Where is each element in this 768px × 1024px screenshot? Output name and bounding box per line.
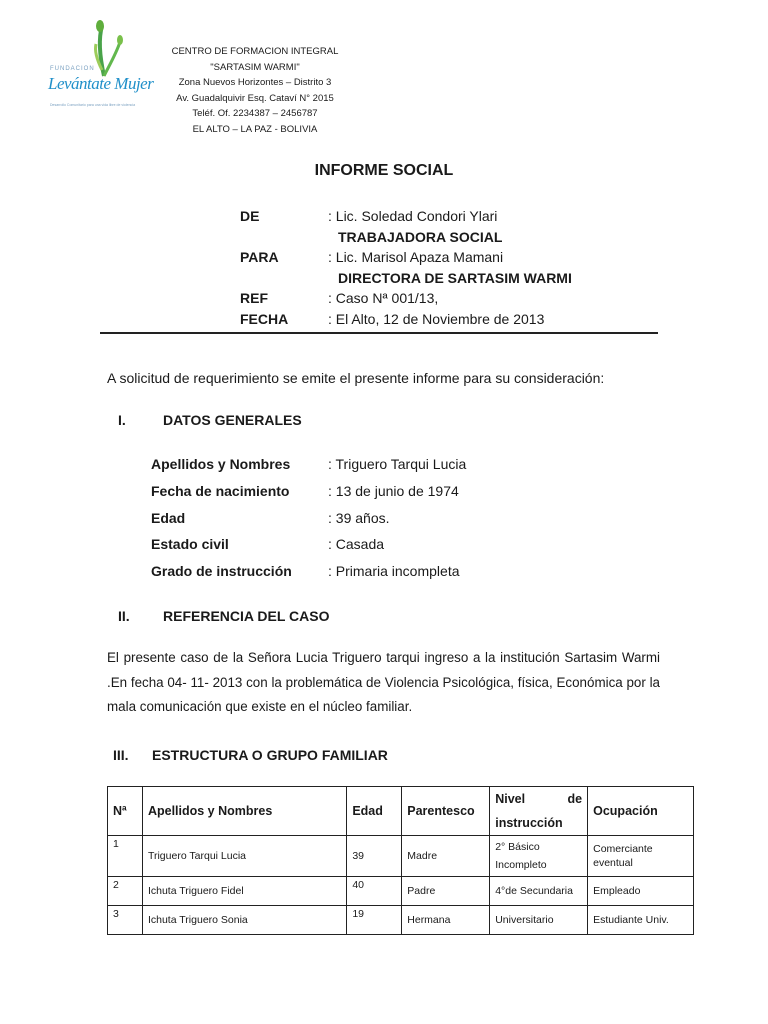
column-header: Parentesco (402, 787, 490, 836)
data-row (151, 505, 466, 532)
data-row (151, 558, 466, 585)
memo-row-de (240, 206, 572, 227)
table-cell: 2° Básico Incompleto (490, 836, 588, 877)
section-title: DATOS GENERALES (163, 412, 302, 428)
memo-header (240, 206, 572, 330)
data-label: Apellidos y Nombres (151, 456, 291, 472)
header-line: EL ALTO – LA PAZ - BOLIVIA (192, 123, 318, 135)
memo-value: : El Alto, 12 de Noviembre de 2013 (328, 310, 545, 327)
table-cell: 3 (108, 906, 143, 935)
memo-value: : Lic. Soledad Condori Ylari (328, 208, 498, 224)
table-cell: 40 (347, 877, 402, 906)
table-row (108, 906, 694, 935)
family-table (107, 786, 694, 935)
foundation-logo (48, 18, 154, 126)
logo-line1: FUNDACION (50, 66, 95, 72)
table-cell: Universitario (490, 906, 588, 935)
table-cell: Padre (402, 877, 490, 906)
column-header: Edad (347, 787, 402, 836)
logo-graphic (48, 18, 148, 126)
table-row (108, 877, 694, 906)
data-value: : Triguero Tarqui Lucia (328, 456, 467, 472)
data-row (151, 531, 466, 558)
section-number: II. (118, 608, 130, 624)
table-cell: 4°de Secundaria (490, 877, 588, 906)
memo-label: DE (240, 208, 260, 224)
table-cell: Ichuta Triguero Sonia (142, 906, 346, 935)
table-cell: Ichuta Triguero Fidel (142, 877, 346, 906)
table-cell: 1 (108, 836, 143, 877)
table-cell: Comerciante eventual (588, 836, 694, 877)
header-line: Teléf. Of. 2234387 – 2456787 (192, 108, 318, 119)
institution-header (150, 44, 360, 137)
memo-value: : Lic. Marisol Apaza Mamani (328, 249, 504, 266)
data-value: : 13 de junio de 1974 (328, 482, 459, 499)
memo-label: FECHA (240, 310, 289, 327)
memo-role: DIRECTORA DE SARTASIM WARMI (338, 269, 572, 286)
memo-row-fecha (240, 309, 572, 330)
document-title: INFORME SOCIAL (314, 162, 454, 179)
data-row (151, 478, 466, 505)
logo-line2: Levántate Mujer (48, 74, 154, 93)
header-line: CENTRO DE FORMACION INTEGRAL (171, 46, 339, 57)
memo-row-para (240, 247, 572, 268)
column-header: Nª (108, 787, 143, 836)
horizontal-rule (100, 332, 658, 334)
table-cell: Empleado (588, 877, 694, 906)
memo-label: REF (240, 290, 268, 307)
data-value: : Casada (328, 536, 385, 553)
section-number: I. (118, 412, 126, 428)
section-number: III. (113, 747, 129, 763)
header-line: Av. Guadalquivir Esq. Cataví N° 2015 (176, 92, 334, 104)
header-line: "SARTASIM WARMI" (210, 61, 300, 73)
general-data (151, 451, 466, 585)
column-header: Nivel de instrucción (490, 787, 588, 836)
memo-value: : Caso Nª 001/13, (328, 290, 439, 307)
table-cell: 2 (108, 877, 143, 906)
header-line: Zona Nuevos Horizontes – Distrito 3 (178, 77, 332, 88)
section-title: ESTRUCTURA O GRUPO FAMILIAR (152, 747, 388, 763)
section-title: REFERENCIA DEL CASO (163, 608, 330, 624)
table-cell: 39 (347, 836, 402, 877)
table-cell: Triguero Tarqui Lucia (142, 836, 346, 877)
memo-row-ref (240, 288, 572, 309)
data-label: Estado civil (151, 536, 229, 553)
data-label: Edad (151, 509, 186, 526)
column-header: Ocupación (588, 787, 694, 836)
section-heading-1 (118, 412, 302, 428)
table-row (108, 836, 694, 877)
logo-line3: Desarrollo Comunitario para una vida libre de violencia (50, 103, 136, 107)
table-cell: Hermana (402, 906, 490, 935)
data-row (151, 451, 466, 478)
table-cell: Madre (402, 836, 490, 877)
data-value: : Primaria incompleta (328, 563, 460, 580)
case-reference-text: El presente caso de la Señora Lucia Triguero tarqui ingreso a la institución Sartasim Warmi .En fecha 04- 11- 2013 con la problemática de Violencia Psicológica, física, Económica por la mala comunicación que existe en el núcleo familiar. (107, 650, 660, 714)
section-heading-3 (113, 747, 388, 763)
data-label: Grado de instrucción (151, 563, 292, 580)
table-cell: Estudiante Univ. (588, 906, 694, 935)
data-label: Fecha de nacimiento (151, 482, 290, 499)
memo-role: TRABAJADORA SOCIAL (338, 228, 503, 245)
intro-text: A solicitud de requerimiento se emite el presente informe para su consideración: (107, 370, 605, 386)
memo-label: PARA (240, 249, 279, 266)
table-header-row (108, 787, 694, 836)
column-header: Apellidos y Nombres (142, 787, 346, 836)
data-value: : 39 años. (328, 509, 390, 526)
section-heading-2 (118, 608, 329, 624)
table-cell: 19 (347, 906, 402, 935)
